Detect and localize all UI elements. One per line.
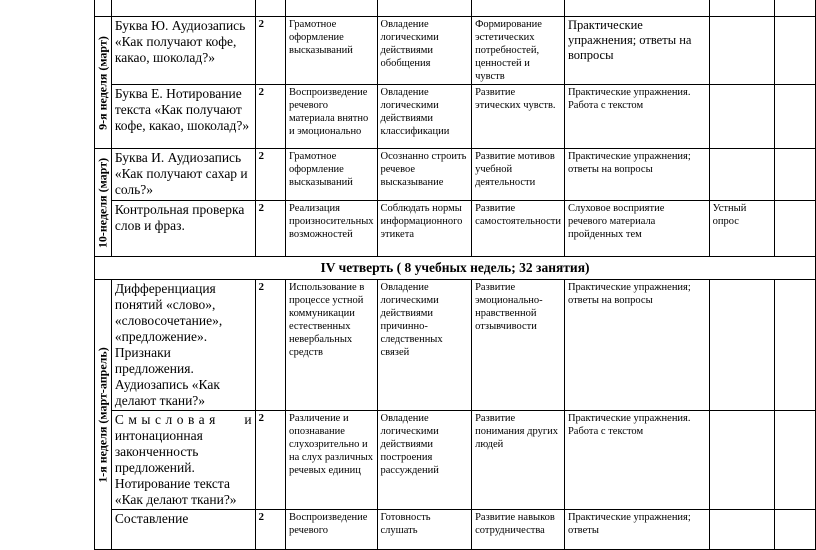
cell-control: Устный опрос	[709, 201, 775, 257]
lesson-hours: 2	[255, 149, 285, 201]
cell-speech: Грамотное оформление высказываний	[286, 149, 378, 201]
cell-control	[709, 510, 775, 550]
cell-activity: Практические упражнения. Работа с текстом	[564, 85, 709, 149]
cell-speech: Грамотное оформление высказываний	[286, 17, 378, 85]
table-row	[95, 17, 816, 85]
cell-speech: Реализация произносительных возможностей	[286, 201, 378, 257]
quarter-header: IV четверть ( 8 учебных недель; 32 занятия)	[95, 257, 816, 280]
table-row	[95, 85, 816, 149]
cell-speech: Воспроизведение речевого	[286, 510, 378, 550]
cell-cognitive: Осознанно строить речевое высказывание	[377, 149, 472, 201]
cell-control	[709, 280, 775, 411]
cell-control	[709, 85, 775, 149]
lesson-hours: 2	[255, 411, 285, 510]
cell-cognitive: Овладение логическими действиями обобщения	[377, 17, 472, 85]
cell-personal: Развитие эмоционально-нравственной отзывчивости	[472, 280, 565, 411]
cell-personal: Развитие понимания других людей	[472, 411, 565, 510]
cell-cognitive: Овладение логическими действиями классификации	[377, 85, 472, 149]
table-row	[95, 149, 816, 201]
lesson-hours: 2	[255, 280, 285, 411]
week-label: 10-неделя (март)	[95, 149, 112, 257]
cell-speech: Воспроизведение речевого материала внятно и эмоционально	[286, 85, 378, 149]
cell-activity: Практические упражнения; ответы на вопросы	[564, 17, 709, 85]
week-label: 9-я неделя (март)	[95, 17, 112, 149]
cell-activity: Слуховое восприятие речевого материала пройденных тем	[564, 201, 709, 257]
table-row	[95, 257, 816, 280]
cell-personal: Формирование эстетических потребностей, ценностей и чувств	[472, 17, 565, 85]
lesson-topic-part: и	[244, 412, 252, 427]
cell-personal: Развитие самостоятельности	[472, 201, 565, 257]
table-row	[95, 280, 816, 411]
lesson-topic-part: интонационная законченность предложений. Нотирование текста «Как делают ткани?»	[114, 428, 237, 507]
cell-cognitive: Овладение логическими действиями причинно-следственных связей	[377, 280, 472, 411]
cell-control	[709, 149, 775, 201]
table-row	[95, 201, 816, 257]
cell-cognitive: Овладение логическими действиями построения рассуждений	[377, 411, 472, 510]
cell-control	[709, 17, 775, 85]
cell-cognitive: Соблюдать нормы информационного этикета	[377, 201, 472, 257]
cell-activity: Практические упражнения. Работа с текстом	[564, 411, 709, 510]
lesson-topic: Составление	[111, 510, 255, 550]
lesson-topic-part: Смысловая	[114, 412, 220, 427]
lesson-topic: Буква И. Аудиозапись «Как получают сахар и соль?»	[111, 149, 255, 201]
lesson-hours: 2	[255, 201, 285, 257]
table-row	[95, 0, 816, 17]
lesson-hours: 2	[255, 85, 285, 149]
week-label: 1-я неделя (март-апрель)	[95, 280, 112, 550]
cell-personal: Развитие навыков сотрудничества	[472, 510, 565, 550]
lesson-topic: Контрольная проверка слов и фраз.	[111, 201, 255, 257]
cell-activity: Практические упражнения; ответы	[564, 510, 709, 550]
lesson-plan-table	[94, 0, 816, 550]
table-row	[95, 411, 816, 510]
lesson-topic: Буква Е. Нотирование текста «Как получают кофе, какао, шоколад?»	[111, 85, 255, 149]
cell-personal: Развитие мотивов учебной деятельности	[472, 149, 565, 201]
cell-speech: Использование в процессе устной коммуникации естественных невербальных средств	[286, 280, 378, 411]
lesson-hours: 2	[255, 510, 285, 550]
lesson-topic: Буква Ю. Аудиозапись «Как получают кофе, какао, шоколад?»	[111, 17, 255, 85]
cell-personal: Развитие этических чувств.	[472, 85, 565, 149]
lesson-hours: 2	[255, 17, 285, 85]
cell-activity: Практические упражнения; ответы на вопросы	[564, 149, 709, 201]
cell-control	[709, 411, 775, 510]
cell-activity: Практические упражнения; ответы на вопросы	[564, 280, 709, 411]
lesson-topic: Дифференциация понятий «слово», «словосочетание», «предложение». Признаки предложения. Аудиозапись «Как делают ткани?»	[111, 280, 255, 411]
cell-speech: Различение и опознавание слухозрительно и на слух различных речевых единиц	[286, 411, 378, 510]
cell-cognitive: Готовность слушать	[377, 510, 472, 550]
table-row	[95, 510, 816, 550]
lesson-topic	[111, 411, 255, 510]
